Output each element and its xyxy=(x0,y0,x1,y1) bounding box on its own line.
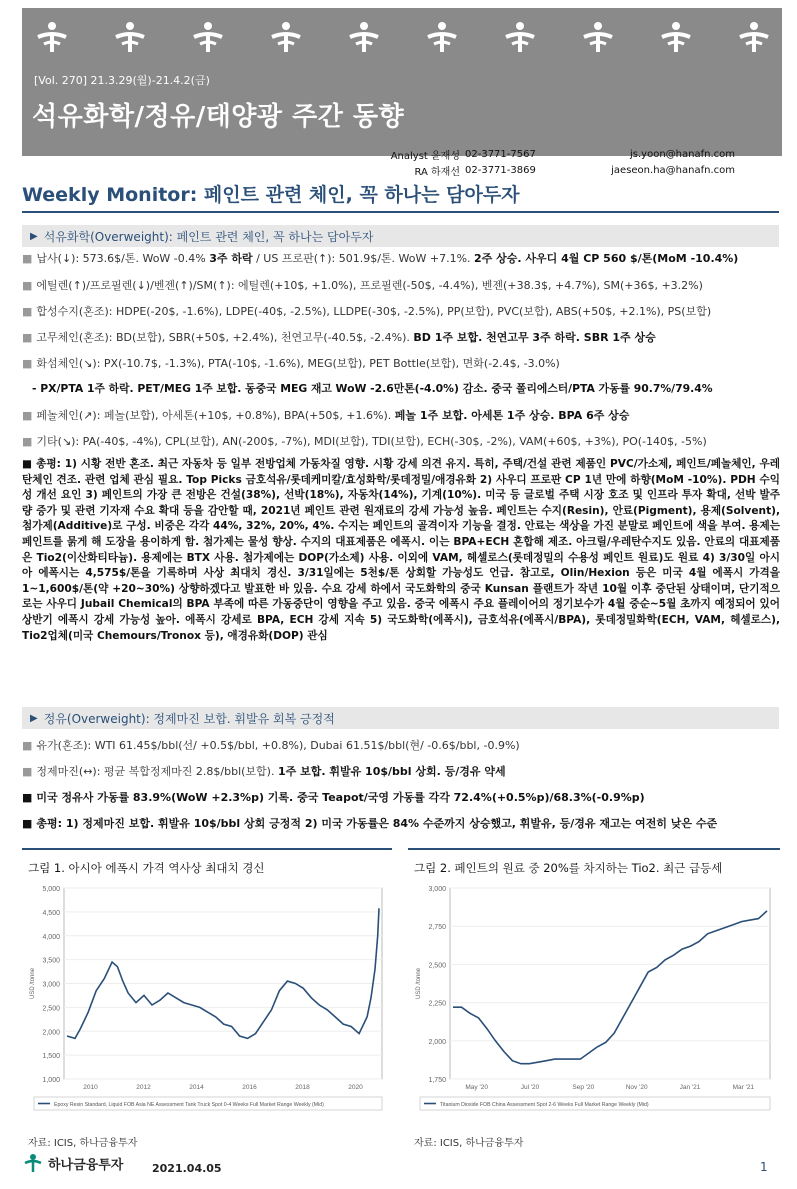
x-tick-label: 2016 xyxy=(242,1084,257,1091)
x-tick-label: 2018 xyxy=(295,1084,310,1091)
analyst-name: RA 하재선 xyxy=(414,166,460,178)
analyst-info xyxy=(380,146,735,178)
analyst-email[interactable]: jaeseon.ha@hanafn.com xyxy=(611,164,735,176)
tio2-price-chart xyxy=(408,876,780,1121)
item-text: 정제마진(↔): 평균 복합정제마진 2.8$/bbl(보합). xyxy=(36,765,278,778)
item-text: 고무체인(혼조): BD(보합), SBR(+50$, +2.4%), 천연고무(-40.5$, -2.4%). xyxy=(36,331,414,344)
x-tick-label: Jan '21 xyxy=(679,1084,701,1091)
volume-label: [Vol. 270] 21.3.29(월)-21.4.2(금) xyxy=(34,74,210,87)
figure-title: 그림 1. 아시아 에폭시 가격 역사상 최대치 경신 xyxy=(28,861,265,875)
bullet-icon: ■ xyxy=(22,435,33,448)
analyst-phone: 02-3771-7567 xyxy=(465,148,536,160)
logo-pattern xyxy=(22,18,782,58)
list-item xyxy=(22,737,782,753)
x-tick-label: Jul '20 xyxy=(520,1084,540,1091)
header-banner xyxy=(22,8,782,156)
section-header-refining xyxy=(22,707,779,729)
bullet-icon: ■ xyxy=(22,739,33,752)
analyst-row xyxy=(380,146,735,162)
list-item xyxy=(22,815,782,831)
bullet-icon: ■ xyxy=(22,305,33,318)
item-text: 에틸렌(↑)/프로필렌(↓)/벤젠(↑)/SM(↑): 에틸렌(+10$, +1.0%), 프로필렌(-50$, -4.4%), 벤젠(+38.3$, +4.7%), SM(+36$, +3.2%) xyxy=(36,279,703,292)
item-highlight: 2주 상승. 사우디 4월 CP 560 $/톤(MoM -10.4%) xyxy=(474,252,739,265)
analyst-name: Analyst 윤재성 xyxy=(390,150,460,162)
item-highlight: 1주 보합. 휘발유 10$/bbl 상회. 등/경유 약세 xyxy=(277,765,506,778)
hana-logo-icon xyxy=(110,18,150,58)
hana-logo-icon xyxy=(22,1152,44,1174)
x-tick-label: 2012 xyxy=(136,1084,151,1091)
item-text: / US 프로판(↑): 501.9$/톤. WoW +7.1%. xyxy=(252,252,475,265)
page-title: 석유화학/정유/태양광 주간 동향 xyxy=(32,102,405,132)
x-tick-label: Mar '21 xyxy=(732,1084,755,1091)
x-tick-label: 2010 xyxy=(83,1084,98,1091)
item-highlight: BD 1주 보합. 천연고무 3주 하락. SBR 1주 상승 xyxy=(413,331,656,344)
hana-logo-icon xyxy=(734,18,774,58)
item-text: 총평: 1) 정제마진 보합. 휘발유 10$/bbl 상회 긍정적 2) 미국 가동률은 84% 수준까지 상승했고, 휘발유, 등/경유 재고는 여전히 낮은 수준 xyxy=(36,817,718,830)
summary-paragraph xyxy=(22,457,780,644)
footer-logo xyxy=(22,1152,123,1174)
hana-logo-icon xyxy=(500,18,540,58)
item-text: 페놀체인(↗): 페놀(보합), 아세톤(+10$, +0.8%), BPA(+50$, +1.6%). xyxy=(36,409,395,422)
y-tick-label: 1,500 xyxy=(42,1053,60,1061)
item-text: 미국 정유사 가동률 83.9%(WoW +2.3%p) 기록. 중국 Teapot/국영 가동률 각각 72.4%(+0.5%p)/68.3%(-0.9%p) xyxy=(36,791,645,804)
figure-1-panel xyxy=(22,848,392,1130)
x-tick-label: 2020 xyxy=(348,1084,363,1091)
triangle-icon: ▶ xyxy=(30,230,38,242)
y-tick-label: 5,000 xyxy=(42,886,60,893)
y-tick-label: 2,500 xyxy=(428,962,446,970)
item-text: 납사(↓): 573.6$/톤. WoW -0.4% xyxy=(36,252,210,265)
bullet-icon: ■ xyxy=(22,357,33,370)
bullet-icon: ■ xyxy=(22,279,33,292)
y-axis-label: USD /tonne xyxy=(416,967,422,1000)
list-item xyxy=(22,355,782,371)
list-item xyxy=(22,407,782,423)
analyst-email[interactable]: js.yoon@hanafn.com xyxy=(630,148,735,160)
epoxy-price-chart xyxy=(22,876,392,1121)
summary-text: 총평: 1) 시황 전반 혼조. 최근 자동차 등 일부 전방업체 가동차질 영향. 시황 강세 의견 유지. 특히, 주택/건설 관련 제품인 PVC/가소제, 페인트/페놀체인, 우레탄체인 견조. 관련 업체 관심 필요. Top Picks 금호석유/롯데케미칼/효성화학/롯데정밀/애경유화 2) 사우디 프로판 CP 1년 만에 하향(MoM -10%). PDH 수익성 개선 요인 3) 페인트의 가장 큰 전방은 건설(38%), 선박(18%), 자동차(14%), 기계(10%). 미국 등 글로벌 주택 시장 호조 및 인프라 투자 확대, 선박 발주량 증가 및 관련 기자재 수요 확대 등을 감안할 때, 2021년 페인트 관련 원재료의 강세 가능성 높음. 페인트는 수지(Resin), 안료(Pigment), 용제(Solvent), 첨가제(Additive)로 구성. 비중은 각각 44%, 32%, 20%, 4%. 수지는 페인트의 골격이자 기능을 결정. 안료는 색상을 가진 분말로 페인트에 색을 부여. 용제는 페인트를 묽게 해 도장을 용이하게 함. 첨가제는 물성 향상. 수지의 대표제품은 에폭시. 이는 BPA+ECH 혼합해 제조. 아크릴/우레탄수지도 있음. 안료의 대표제품은 Tio2(이산화티타늄). 용제에는 BTX 사용. 첨가제에는 DOP(가소제) 사용. 이외에 VAM, 헤셀로스(롯데정밀의 수용성 페인트 원료)도 원료 4) 3/30일 아시아 에폭시는 4,575$/톤을 기록하며 사상 최대치 경신. 3/31일에는 5천$/톤 상회할 가능성도 언급. 참고로, Olin/Hexion 등은 미국 4월 에폭시 가격을 1~1,600$/톤(약 +20~30%) 상향하겠다고 발표한 바 있음. 수요 강세 하에서 국도화학의 중국 Kunsan 플랜트가 작년 10월 이후 중단된 상태이며, 단기적으로는 사우디 Jubail Chemical의 BPA 부족에 따른 가동중단이 영향을 주고 있음. 중국 에폭시 주요 플레이어의 정기보수가 4월 중순~5월 초까지 예정되어 있어 상반기 에폭시 강세 가능성 높아. 에폭시 강세로 BPA, ECH 강세 지속 5) 국도화학(에폭시), 금호석유(에폭시/BPA), 롯데정밀화학(ECH, VAM, 헤셀로스), Tio2업체(미국 Chemours/Tronox 등), 애경유화(DOP) 관심 xyxy=(22,458,780,642)
list-item xyxy=(22,250,782,266)
bullet-icon: ■ xyxy=(22,409,33,422)
y-tick-label: 2,000 xyxy=(428,1038,446,1046)
hana-logo-icon xyxy=(422,18,462,58)
triangle-icon: ▶ xyxy=(30,712,38,724)
bullet-icon: ■ xyxy=(22,765,33,778)
y-tick-label: 3,000 xyxy=(42,981,60,989)
hana-logo-icon xyxy=(656,18,696,58)
bullet-icon: ■ xyxy=(22,817,33,830)
hana-logo-icon xyxy=(578,18,618,58)
legend-label: Titanium Dioxide FOB China Assessment Spot 2-6 Weeks Full Market Range Weekly (Mid) xyxy=(440,1102,649,1108)
hana-logo-icon xyxy=(188,18,228,58)
bullet-icon: ■ xyxy=(22,331,33,344)
y-tick-label: 3,000 xyxy=(428,886,446,893)
weekly-monitor-title: Weekly Monitor: 페인트 관련 체인, 꼭 하나는 담아두자 xyxy=(22,184,520,206)
y-tick-label: 1,750 xyxy=(428,1077,446,1084)
x-tick-label: 2014 xyxy=(189,1084,204,1091)
y-axis-label: USD /tonne xyxy=(30,967,36,1000)
analyst-row xyxy=(380,162,735,178)
y-tick-label: 1,000 xyxy=(42,1077,60,1084)
hana-logo-icon xyxy=(344,18,384,58)
plot-area xyxy=(450,888,770,1079)
hana-logo-icon xyxy=(32,18,72,58)
item-highlight: 3주 하락 xyxy=(209,252,253,265)
item-highlight: 페놀 1주 보합. 아세톤 1주 상승. BPA 6주 상승 xyxy=(394,409,630,422)
list-item xyxy=(22,329,782,345)
y-tick-label: 2,750 xyxy=(428,924,446,932)
y-tick-label: 3,500 xyxy=(42,957,60,965)
list-item xyxy=(22,433,782,449)
company-name: 하나금융투자 xyxy=(48,1157,124,1173)
figure-2-panel xyxy=(408,848,780,1130)
hana-logo-icon xyxy=(266,18,306,58)
x-tick-label: Sep '20 xyxy=(572,1084,595,1091)
title-divider xyxy=(22,211,779,213)
figure-title: 그림 2. 페인트의 원료 중 20%를 차지하는 Tio2. 최근 급등세 xyxy=(414,861,723,875)
section-title: 석유화학(Overweight): 페인트 관련 체인, 꼭 하나는 담아두자 xyxy=(43,229,374,244)
bullet-icon: ■ xyxy=(22,791,33,804)
y-tick-label: 4,500 xyxy=(42,909,60,917)
bullet-icon: ■ xyxy=(22,458,33,470)
list-item xyxy=(22,763,782,779)
y-tick-label: 4,000 xyxy=(42,933,60,941)
sub-item: - PX/PTA 1주 하락. PET/MEG 1주 보합. 동중국 MEG 재고 WoW -2.6만톤(-4.0%) 감소. 중국 폴리에스터/PTA 가동률 90.7%/79.4% xyxy=(32,382,713,395)
x-tick-label: May '20 xyxy=(465,1084,488,1091)
list-item xyxy=(22,277,782,293)
section-header-petrochem xyxy=(22,225,779,247)
item-text: 합성수지(혼조): HDPE(-20$, -1.6%), LDPE(-40$, -2.5%), LLDPE(-30$, -2.5%), PP(보합), PVC(보합), ABS(+50$, +2.1%), PS(보합) xyxy=(36,305,712,318)
item-text: 기타(↘): PA(-40$, -4%), CPL(보합), AN(-200$, -7%), MDI(보합), TDI(보합), ECH(-30$, -2%), VAM(+60$, +3%), PO(-140$, -5%) xyxy=(36,435,707,448)
legend-label: Epoxy Resin Standard, Liquid FOB Asia NE Assessment Tank Truck Spot 0-4 Weeks Full Market Range Weekly (Mid) xyxy=(54,1102,324,1108)
y-tick-label: 2,000 xyxy=(42,1029,60,1037)
item-text: 유가(혼조): WTI 61.45$/bbl(선/ +0.5$/bbl, +0.8%), Dubai 61.51$/bbl(현/ -0.6$/bbl, -0.9%) xyxy=(36,739,520,752)
report-date: 2021.04.05 xyxy=(152,1162,222,1175)
page-number: 1 xyxy=(760,1160,768,1174)
figure-source: 자료: ICIS, 하나금융투자 xyxy=(28,1138,138,1149)
list-item xyxy=(22,789,782,805)
y-tick-label: 2,500 xyxy=(42,1005,60,1013)
bullet-icon: ■ xyxy=(22,252,33,265)
y-tick-label: 2,250 xyxy=(428,1000,446,1008)
figure-source: 자료: ICIS, 하나금융투자 xyxy=(414,1138,524,1149)
item-text: 화섬체인(↘): PX(-10.7$, -1.3%), PTA(-10$, -1.6%), MEG(보합), PET Bottle(보합), 면화(-2.4$, -3.0%) xyxy=(36,357,560,370)
x-tick-label: Nov '20 xyxy=(625,1084,648,1091)
list-item xyxy=(22,303,782,319)
analyst-phone: 02-3771-3869 xyxy=(465,164,536,176)
section-title: 정유(Overweight): 정제마진 보합. 휘발유 회복 긍정적 xyxy=(43,711,335,726)
